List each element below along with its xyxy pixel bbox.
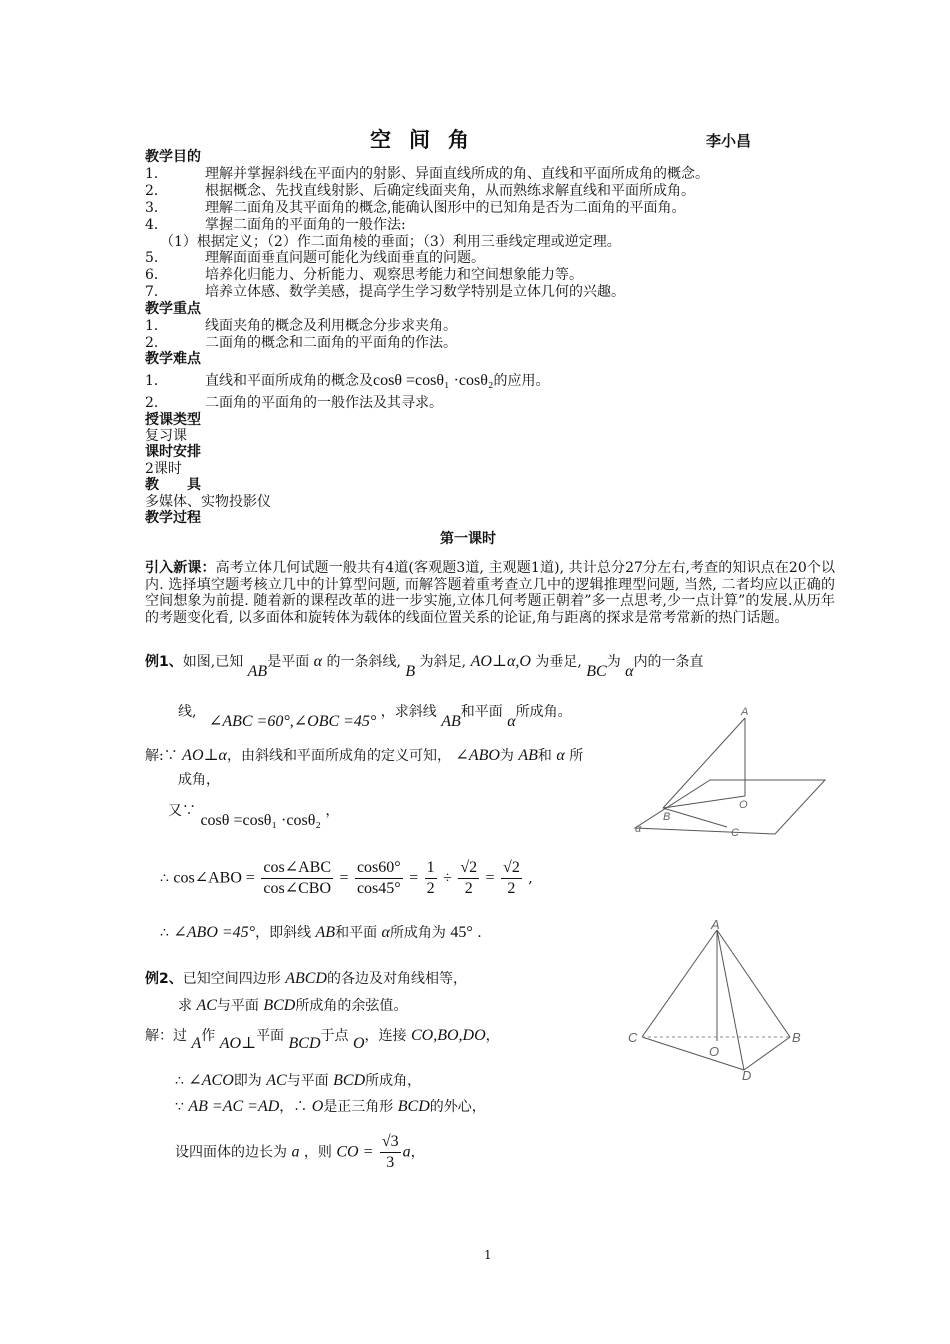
example1-solution-line5: ∴ ∠ABO =45°，即斜线 AB和平面 α所成角为 45° . (160, 924, 482, 941)
keypoint-item: 1． 线面夹角的概念及利用概念分步求夹角。 (145, 318, 457, 334)
intro-paragraph: 引入新课：高考立体几何试题一般共有4道(客观题3道, 主观题1道), 共计总分27分左右,考查的知识点在20个以内. 选择填空题考核立几中的计算型问题, 而解答题着重考查立几中的逻辑推理型问题, 当然, 二者均应以正确的空间想象为前提. 随着新的课程改革的进一步实施,立体几何考题正朝着”多一点思考,少一点计算”的发展.从历年的考题变化看, 以多面体和旋转体为载体的线面位置关系的论证,角与距离的探求是常考常新的热门话题。 (145, 560, 836, 626)
lesson-heading: 第一课时 (440, 531, 496, 547)
difficulty-item: 1． 直线和平面所成角的概念及cosθ =cosθ₁ ·cosθ₂的应用。 (145, 372, 550, 389)
label-O: O (709, 1044, 720, 1059)
example2-solution-line1: 解：过 A作 AO⊥平面 BCD于点 O，连接 CO,BO,DO， (145, 1027, 500, 1052)
keypoints-heading: 教学重点 (145, 301, 201, 317)
author: 李小昌 (706, 132, 752, 150)
example2-line2: 求 AC与平面 BCD所成角的余弦值。 (178, 997, 408, 1014)
label-D: D (742, 1068, 752, 1080)
schedule-value: 2课时 (145, 461, 182, 477)
example2-solution-line3: ∵ AB =AC =AD，∴ O是正三角形 BCD的外心， (175, 1098, 486, 1115)
label-O: O (739, 799, 748, 811)
example1-figure (625, 700, 830, 845)
goal-item: 2． 根据概念、先找直线射影、后确定线面夹角，从而熟练求解直线和平面所成角。 (145, 183, 695, 199)
example1-solution-line3: 又∵ cosθ =cosθ₁ ·cosθ₂ ， (168, 803, 340, 829)
label-C: C (731, 827, 739, 839)
label-A: A (711, 917, 720, 932)
example2-figure (622, 915, 812, 1080)
goal-subitem: （1）根据定义；（2）作二面角棱的垂面；（3）利用三垂线定理或逆定理。 (160, 234, 621, 250)
example1-solution-line4: ∴ cos∠ABO = $\frac{\text{cos∠ABC}}{\text{cos∠CBO}}$ = $\frac{\cos 60^\circ}{\cos 45^\circ}$ = $\frac{1}{2}$ ÷ $\frac{√2}{2}$ = $\frac{√2}{2}$ , (160, 859, 533, 897)
goal-item: 4． 掌握二面角的平面角的一般作法: (145, 217, 406, 233)
example2-solution-line2: ∴ ∠ACO即为 AC与平面 BCD所成角， (175, 1072, 422, 1089)
tools-heading: 教 具 (145, 477, 201, 493)
goal-item: 1． 理解并掌握斜线在平面内的射影、异面直线所成的角、直线和平面所成角的概念。 (145, 166, 709, 182)
label-B: B (663, 811, 671, 823)
type-value: 复习课 (145, 428, 187, 444)
goal-item: 7． 培养立体感、数学美感，提高学生学习数学特别是立体几何的兴趣。 (145, 284, 625, 300)
example1-solution-line2: 成角， (178, 772, 220, 788)
goal-item: 3． 理解二面角及其平面角的概念,能确认图形中的已知角是否为二面角的平面角。 (145, 200, 686, 216)
schedule-heading: 课时安排 (145, 444, 201, 460)
page-number: 1 (484, 1248, 492, 1262)
page-title: 空间角 (370, 128, 487, 152)
label-B: B (792, 1030, 801, 1045)
label-A: A (741, 706, 749, 718)
type-heading: 授课类型 (145, 412, 201, 428)
goal-item: 6． 培养化归能力、分析能力、观察思考能力和空间想象能力等。 (145, 267, 583, 283)
example1-solution-line1: 解:∵ AO⊥α，由斜线和平面所成角的定义可知， ∠ABO为 AB和 α 所 (145, 747, 584, 764)
example2-line1: 例2、已知空间四边形 ABCD的各边及对角线相等， (145, 970, 467, 987)
example1-line2: 线, ∠ABC =60°,∠OBC =45° ，求斜线 AB和平面 α所成角。 (178, 704, 572, 730)
difficulty-item: 2． 二面角的平面角的一般作法及其寻求。 (145, 395, 443, 411)
label-C: C (628, 1030, 638, 1045)
goal-item: 5． 理解面面垂直问题可能化为线面垂直的问题。 (145, 250, 485, 266)
goals-heading: 教学目的 (145, 149, 201, 165)
difficulties-heading: 教学难点 (145, 351, 201, 367)
keypoint-item: 2． 二面角的概念和二面角的平面角的作法。 (145, 335, 457, 351)
process-heading: 教学过程 (145, 510, 201, 526)
example1-line1: 例1、如图,已知 AB是平面 α 的一条斜线, B 为斜足, AO⊥α,O 为垂足, BC为 α内的一条直 (145, 653, 704, 680)
label-alpha: α (635, 823, 642, 835)
tools-value: 多媒体、实物投影仪 (145, 494, 271, 510)
example2-solution-line4: 设四面体的边长为 a ，则 CO = $\frac{√3}{3}$ a， (175, 1133, 425, 1171)
